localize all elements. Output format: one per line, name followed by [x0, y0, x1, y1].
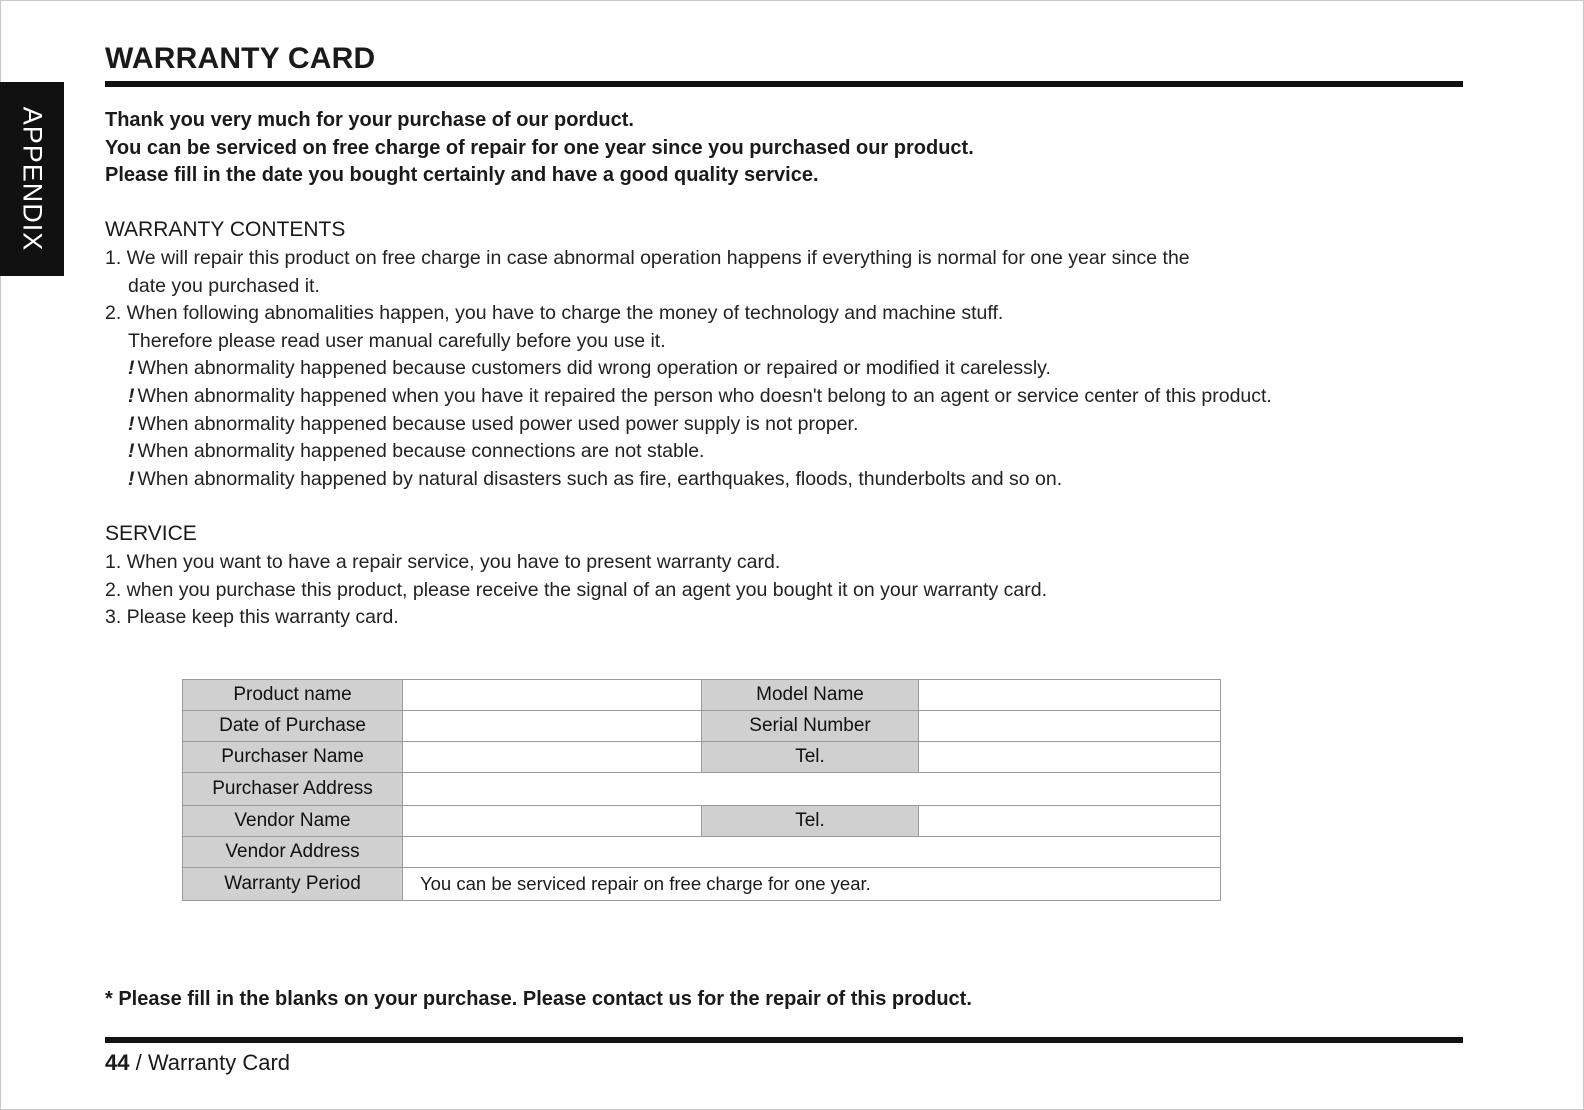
list-item-continuation: Therefore please read user manual carefully before you use it. [128, 329, 666, 352]
purchaser-name-field[interactable] [403, 742, 702, 773]
exception-item [105, 466, 1272, 494]
exclamation-icon: ! [128, 467, 135, 490]
warranty-contents-list [105, 245, 1272, 493]
page-footer [105, 1050, 290, 1076]
model-name-field[interactable] [919, 680, 1221, 711]
date-of-purchase-field[interactable] [403, 711, 702, 742]
warranty-form [182, 679, 1221, 901]
purchaser-address-label: Purchaser Address [183, 773, 403, 806]
product-name-field[interactable] [403, 680, 702, 711]
list-item: 2. When following abnomalities happen, you have to charge the money of technology and machine stuff. [105, 302, 1004, 325]
vendor-name-field[interactable] [403, 806, 702, 837]
appendix-tab-label: APPENDIX [17, 106, 48, 252]
warranty-period-label: Warranty Period [183, 868, 403, 901]
service-heading: SERVICE [105, 522, 197, 545]
exception-text: When abnormality happened when you have it repaired the person who doesn't belong to an agent or service center of this product. [137, 384, 1272, 407]
exception-item [105, 355, 1272, 383]
vendor-tel-label: Tel. [702, 806, 919, 837]
appendix-tab [0, 82, 64, 276]
service-list [105, 549, 1047, 632]
purchaser-name-label: Purchaser Name [183, 742, 403, 773]
serial-number-label: Serial Number [702, 711, 919, 742]
vendor-tel-field[interactable] [919, 806, 1221, 837]
footer-separator: / [129, 1050, 148, 1075]
product-name-label: Product name [183, 680, 403, 711]
vendor-name-label: Vendor Name [183, 806, 403, 837]
intro-line: Please fill in the date you bought certainly and have a good quality service. [105, 164, 819, 186]
exception-text: When abnormality happened by natural disasters such as fire, earthquakes, floods, thunderbolts and so on. [137, 467, 1063, 490]
date-of-purchase-label: Date of Purchase [183, 711, 403, 742]
top-divider [105, 81, 1463, 87]
list-item: 1. We will repair this product on free charge in case abnormal operation happens if everything is normal for one year since the [105, 247, 1190, 269]
page-title: WARRANTY CARD [105, 42, 376, 75]
form-row [183, 711, 1221, 742]
form-row [183, 742, 1221, 773]
exclamation-icon: ! [128, 384, 135, 407]
exception-item [105, 383, 1272, 411]
intro-line: You can be serviced on free charge of repair for one year since you purchased our product. [105, 136, 974, 159]
fill-in-note: * Please fill in the blanks on your purchase. Please contact us for the repair of this product. [105, 988, 972, 1010]
exception-item [105, 438, 1272, 466]
serial-number-field[interactable] [919, 711, 1221, 742]
intro-line: Thank you very much for your purchase of our porduct. [105, 109, 634, 131]
exclamation-icon: ! [128, 357, 135, 380]
warranty-period-value: You can be serviced repair on free charge for one year. [403, 868, 1221, 901]
bottom-divider [105, 1037, 1463, 1043]
exclamation-icon: ! [128, 440, 135, 463]
form-row [183, 680, 1221, 711]
exception-item [105, 411, 1272, 439]
form-row [183, 837, 1221, 868]
list-item: 2. when you purchase this product, please receive the signal of an agent you bought it on your warranty card. [105, 578, 1047, 601]
form-row [183, 806, 1221, 837]
warranty-contents-heading: WARRANTY CONTENTS [105, 218, 346, 241]
model-name-label: Model Name [702, 680, 919, 711]
page-number: 44 [105, 1050, 130, 1075]
list-item-continuation: date you purchased it. [128, 274, 320, 297]
list-item: 3. Please keep this warranty card. [105, 606, 399, 629]
exception-text: When abnormality happened because used power used power supply is not proper. [137, 412, 859, 435]
footer-section-title: Warranty Card [147, 1050, 291, 1075]
form-row [183, 868, 1221, 901]
list-item: 1. When you want to have a repair service, you have to present warranty card. [105, 551, 781, 573]
exception-text: When abnormality happened because customers did wrong operation or repaired or modified it carelessly. [137, 357, 1051, 380]
purchaser-tel-field[interactable] [919, 742, 1221, 773]
purchaser-address-field[interactable] [403, 773, 1221, 806]
exception-text: When abnormality happened because connections are not stable. [137, 440, 705, 463]
form-row [183, 773, 1221, 806]
purchaser-tel-label: Tel. [702, 742, 919, 773]
vendor-address-label: Vendor Address [183, 837, 403, 868]
exclamation-icon: ! [128, 412, 135, 435]
intro-text [105, 107, 974, 190]
vendor-address-field[interactable] [403, 837, 1221, 868]
